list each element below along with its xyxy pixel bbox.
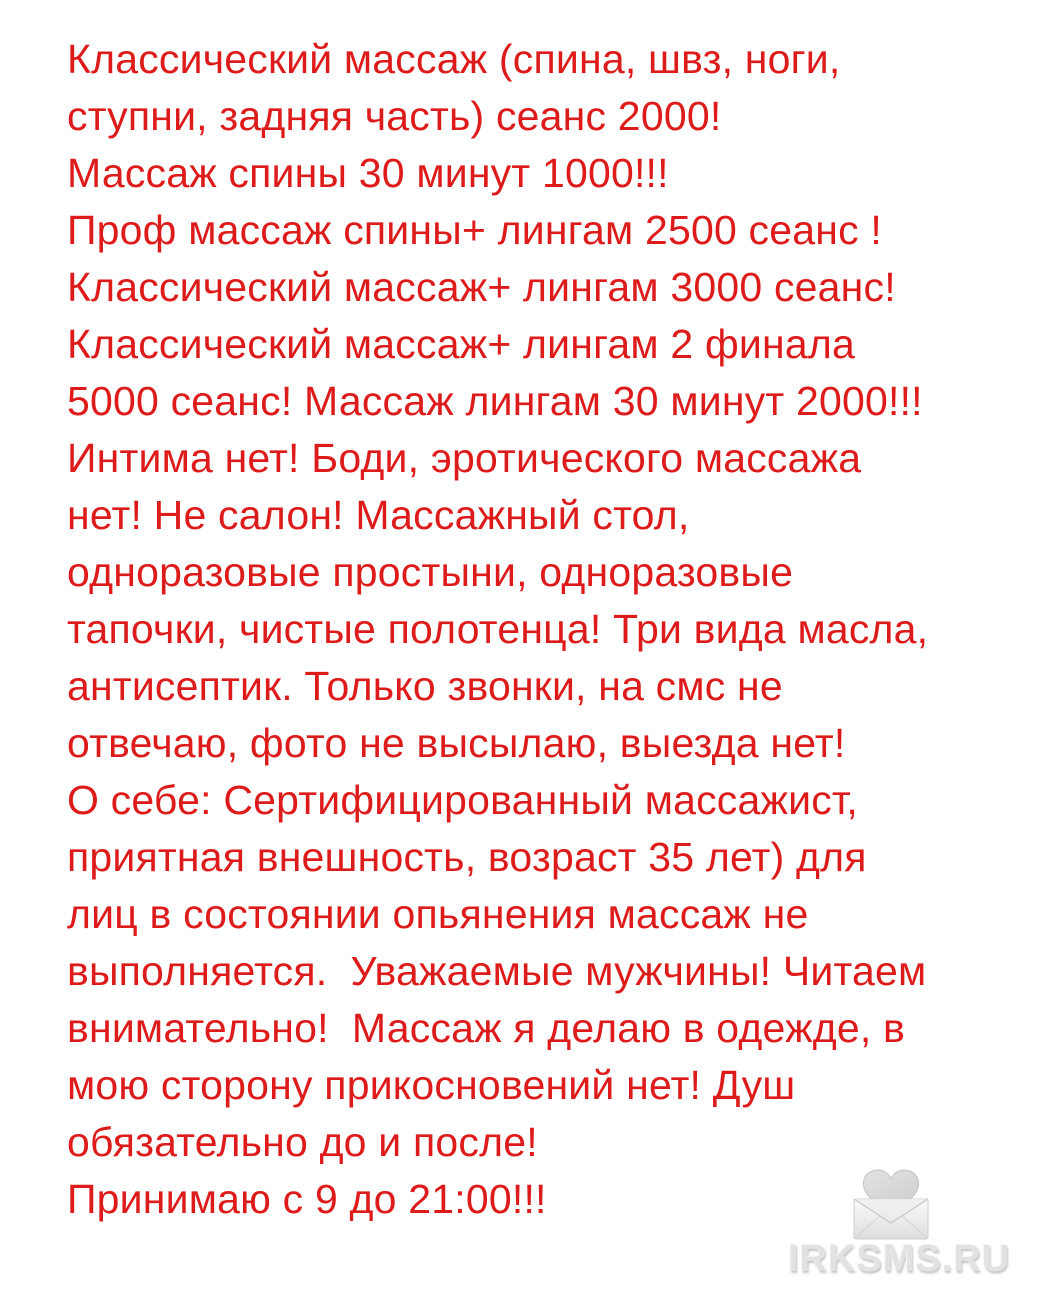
ad-line: О себе: Сертифицированный массажист, bbox=[67, 777, 858, 823]
ad-line: антисептик. Только звонки, на смс не bbox=[67, 663, 783, 709]
ad-line: Интима нет! Боди, эротического массажа bbox=[67, 435, 862, 481]
ad-line: Классический массаж (спина, швз, ноги, bbox=[67, 36, 841, 82]
envelope-heart-icon bbox=[850, 1168, 932, 1242]
ad-line: одноразовые простыни, одноразовые bbox=[67, 549, 794, 595]
ad-line: выполняется. Уважаемые мужчины! Читаем bbox=[67, 948, 927, 994]
ad-line: Классический массаж+ лингам 2 финала bbox=[67, 321, 855, 367]
ad-line: обязательно до и после! bbox=[67, 1119, 538, 1165]
ad-text-block bbox=[67, 31, 1017, 1228]
ad-line: приятная внешность, возраст 35 лет) для bbox=[67, 834, 867, 880]
ad-line: Проф массаж спины+ лингам 2500 сеанс ! bbox=[67, 207, 882, 253]
ad-line: внимательно! Массаж я делаю в одежде, в bbox=[67, 1005, 905, 1051]
ad-line: тапочки, чистые полотенца! Три вида масла, bbox=[67, 606, 929, 652]
watermark-site-label: IRKSMS.RU bbox=[788, 1238, 1011, 1280]
ad-line: Массаж спины 30 минут 1000!!! bbox=[67, 150, 669, 196]
ad-line: ступни, задняя часть) сеанс 2000! bbox=[67, 93, 722, 139]
ad-line: лиц в состоянии опьянения массаж не bbox=[67, 891, 809, 937]
ad-line: Классический массаж+ лингам 3000 сеанс! bbox=[67, 264, 896, 310]
ad-line: Принимаю с 9 до 21:00!!! bbox=[67, 1176, 547, 1222]
ad-line: 5000 сеанс! Массаж лингам 30 минут 2000!!! bbox=[67, 378, 923, 424]
ad-line: мою сторону прикосновений нет! Душ bbox=[67, 1062, 796, 1108]
ad-line: отвечаю, фото не высылаю, выезда нет! bbox=[67, 720, 846, 766]
ad-line: нет! Не салон! Массажный стол, bbox=[67, 492, 690, 538]
